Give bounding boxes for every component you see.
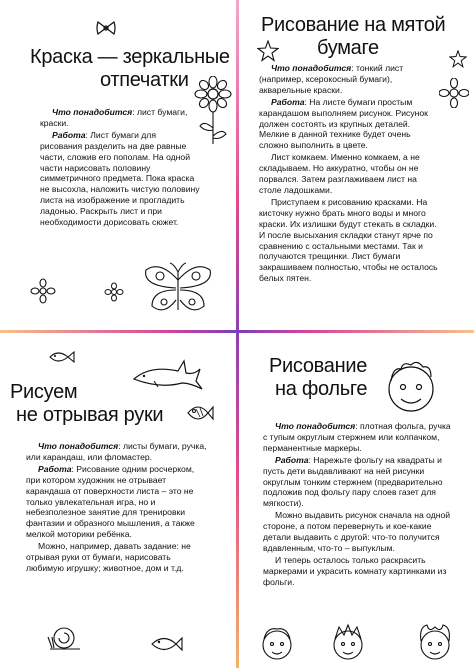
needed-text: : листы бумаги, ручка, или карандаш, или фломастер. (26, 441, 207, 462)
flower-icon (30, 278, 56, 304)
work-label: Работа (271, 96, 305, 107)
butterfly-icon (140, 260, 216, 318)
card-body (263, 421, 453, 589)
work-label: Работа (275, 454, 309, 465)
needed-label: Что понадобится (275, 421, 356, 431)
work-text: : На листе бумаги простым карандашом выполняем рисунок. Рисунок должен состоять из крупных деталей. Мелкие в данной технике будет очень сложно выполнить в цвете. (259, 96, 428, 151)
work-text: : Рисование одним росчерком, при котором художник не отрывает карандаша от поверхности листа – это не только увлекательная игра, но и небезполезное занятие для тренировки фантазии и образного мышления, а также мелкой моторики ребёнка. (26, 463, 195, 540)
card-title: Рисование на мятой бумаге (261, 14, 446, 59)
needed-text: : лист бумаги, краски. (40, 107, 188, 128)
snail-icon (44, 623, 84, 653)
work-text: : Лист бумаги для рисования разделить на две равные части, сложив его пополам. На одной части нарисовать половину симметричного предмета. Пока краска не высохла, наложить чистую половину листа на изображение и прогладить ладонью. Раскрыть лист и при необходимости дорисовать сюжет. (40, 129, 200, 228)
card-paint-mirror-prints (0, 0, 236, 330)
needed-label: Что понадобится (271, 63, 352, 73)
needed-text: : тонкий лист (например, ксерокосный бумаги), акварельные краски. (259, 63, 404, 95)
paragraph: Лист комкаем. Именно комкаем, а не складываем. Но аккуратно, чтобы он не порвался. Затем разглаживаем лист на столе ладошками. (259, 152, 420, 195)
face-icon (415, 619, 455, 663)
card-draw-without-lifting (0, 333, 236, 668)
fish-icon (150, 633, 184, 655)
flower-icon (439, 78, 469, 108)
card-crumpled-paper (239, 0, 474, 330)
card-body (259, 63, 439, 285)
paragraph: Приступаем к рисованию красками. На кисточку нужно брать много воды и много краски. Их излишки будут стекать в складки. И после высыхания складки станут ярче по сравнению с остальными местами. Так и получаются трещинки. Лист бумаги закрашиваем полностью, чтобы не осталось белых пятен. (259, 196, 438, 284)
star-icon (257, 40, 279, 62)
paragraph: Можно, например, давать задание: не отрывая руки от бумаги, нарисовать любимую игрушку; животное, дом и т.д. (26, 541, 191, 573)
work-label: Работа (52, 129, 86, 140)
card-foil-drawing (239, 333, 474, 668)
card-title: Рисуем не отрывая руки (10, 381, 164, 426)
fish-icon (186, 401, 214, 425)
needed-label: Что понадобится (38, 441, 119, 451)
paragraph: И теперь осталось только раскрасить маркерами и украсить комнату картинками из фольги. (263, 554, 447, 587)
card-body (26, 441, 208, 575)
face-icon (259, 623, 295, 663)
face-icon (329, 621, 367, 663)
card-body (40, 107, 200, 229)
bow-icon (95, 20, 117, 36)
needed-text: : плотная фольга, ручка с тупым округлым стержнем или колпачком, перманентные маркеры. (263, 421, 451, 453)
work-label: Работа (38, 463, 72, 474)
paragraph: Можно выдавить рисунок сначала на одной стороне, а потом перевернуть и кое-какие детали выдавить с другой: что-то получится вдавленным, что-то – выпуклым. (263, 510, 451, 553)
fish-icon (48, 349, 76, 365)
flower-icon (104, 282, 124, 302)
card-title: Рисование на фольге (269, 355, 368, 400)
star-icon (449, 50, 467, 68)
face-icon (383, 359, 439, 417)
work-text: : Нарежьте фольгу на квадраты и пусть дети выдавливают на ней рисунки округлым тонким стержнем (предварительно подложив под фольгу пару слоев газет для мягкости). (263, 454, 443, 509)
card-title: Краска — зеркальные отпечатки (30, 46, 230, 91)
needed-label: Что понадобится (52, 107, 133, 117)
